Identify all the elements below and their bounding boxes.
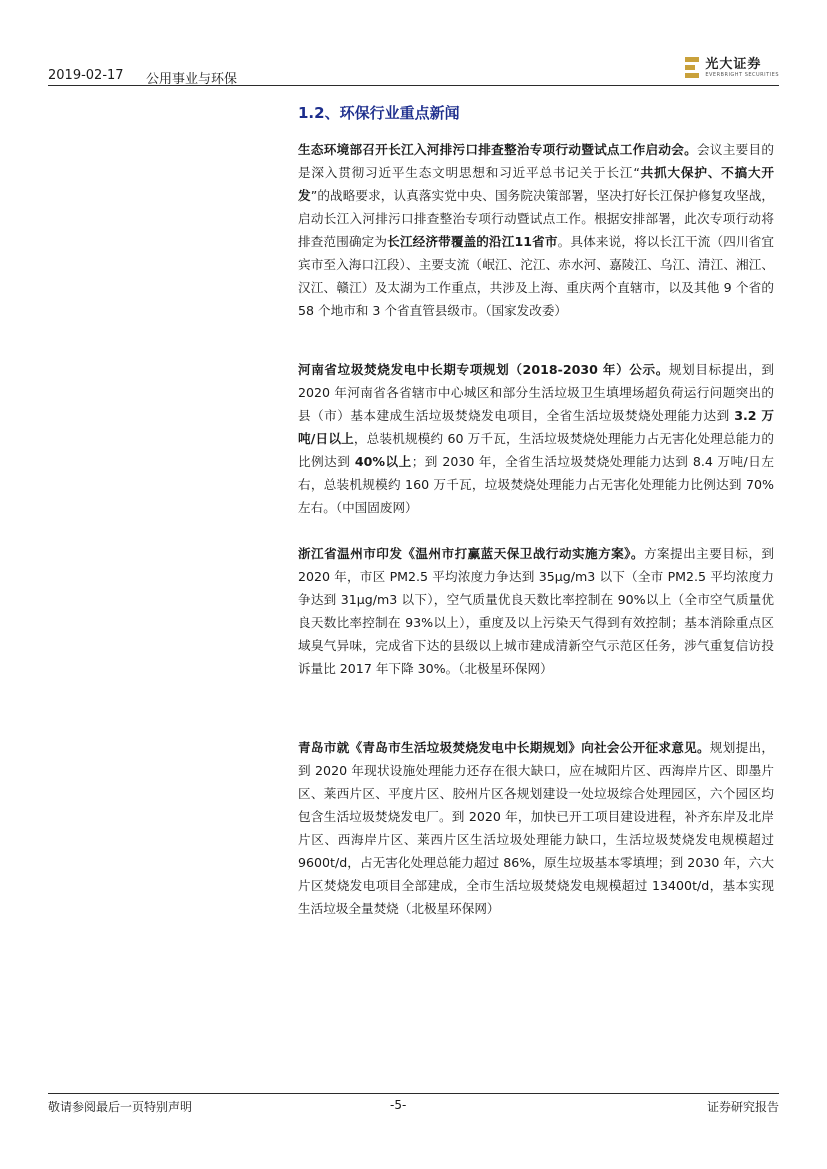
logo-chinese-name: 光大证券 — [705, 57, 762, 72]
news-body-text: ；到 2030 年，全省生活垃圾焚烧处理能力达到 8.4 万吨/日左右，总装机规模约 160 万千瓦，垃圾焚烧处理能力占无害化处理能力比例达到 70%左右。（中国固废网） — [298, 454, 774, 515]
report-date: 2019-02-17 — [48, 68, 124, 83]
news-item — [298, 736, 774, 920]
everbright-logo-icon — [685, 57, 699, 79]
header-divider — [48, 85, 779, 86]
footer-divider — [48, 1093, 779, 1094]
news-highlight: 共抓大保护、不搞大开发 — [298, 165, 774, 203]
news-body-text: ”的战略要求，认真落实党中央、国务院决策部署，坚决打好长江保护修复攻坚战，启动长江入河排污口排查整治专项行动暨试点工作。根据安排部署，此次专项行动将排查范围确定为 — [298, 188, 775, 249]
page-number: -5- — [390, 1098, 407, 1112]
news-body-text: ，总装机规模约 60 万千瓦，生活垃圾焚烧处理能力占无害化处理总能力的比例达到 — [298, 431, 774, 469]
company-logo — [685, 56, 779, 80]
news-body-text: 规划提出，到 2020 年现状设施处理能力还存在很大缺口，应在城阳片区、西海岸片区、即墨片区、莱西片区、平度片区、胶州片区各规划建设一处垃圾综合处理园区，六个园区均包含生活垃圾焚烧发电厂。到 2020 年，加快已开工项目建设进程，补齐东岸及北岸片区、西海岸片区、莱西片区生活垃圾处理能力缺口，生活垃圾焚烧发电规模超过 9600t/d，占无害化处理总能力超过 86%，原生垃圾基本零填埋；到 2030 年，六大片区焚烧发电项目全部建成，全市生活垃圾焚烧发电规模超过 13400t/d，基本实现生活垃圾全量焚烧（北极星环保网） — [298, 740, 775, 916]
news-headline: 河南省垃圾焚烧发电中长期专项规划（2018-2030 年）公示。 — [298, 362, 669, 377]
news-highlight: 3.2 万吨/日以上 — [298, 408, 774, 446]
section-title: 1.2、环保行业重点新闻 — [298, 104, 460, 122]
news-highlight: 40%以上 — [354, 454, 412, 469]
news-body-text: 。具体来说，将以长江干流（四川省宜宾市至入海口江段）、主要支流（岷江、沱江、赤水河、嘉陵江、乌江、清江、湘江、汉江、赣江）及太湖为工作重点，共涉及上海、重庆两个直辖市，以及其他 9 个省的 58 个地市和 3 个省直管县级市。（国家发改委） — [298, 234, 775, 318]
news-item — [298, 542, 774, 680]
page-header — [48, 52, 779, 87]
news-body-text: 规划目标提出，到 2020 年河南省各省辖市中心城区和部分生活垃圾卫生填埋场超负荷运行问题突出的县（市）基本建成生活垃圾焚烧发电项目，全省生活垃圾焚烧处理能力达到 — [298, 362, 774, 423]
news-headline: 青岛市就《青岛市生活垃圾焚烧发电中长期规划》向社会公开征求意见。 — [298, 740, 710, 755]
news-item — [298, 138, 774, 322]
logo-english-name: EVERBRIGHT SECURITIES — [705, 72, 779, 78]
report-type: 证券研究报告 — [706, 1100, 779, 1114]
news-body-text: 会议主要目的是深入贯彻习近平生态文明思想和习近平总书记关于长江“ — [298, 142, 775, 180]
news-body-text: 方案提出主要目标，到 2020 年，市区 PM2.5 平均浓度力争达到 35μg/m3 以下（全市 PM2.5 平均浓度力争达到 31μg/m3 以下），空气质量优良天数比率控制在 90%以上（全市空气质量优良天数比率控制在 93%以上），重度及以上污染天气得到有效控制；基本消除重点区域臭气异味，完成省下达的县级以上城市建成清新空气示范区任务，涉气重复信访投诉量比 2017 年下降 30%。（北极星环保网） — [298, 546, 775, 676]
news-item — [298, 358, 774, 519]
news-headline: 生态环境部召开长江入河排污口排查整治专项行动暨试点工作启动会。 — [298, 142, 698, 157]
disclaimer-note: 敬请参阅最后一页特别声明 — [48, 1100, 193, 1114]
report-sector: 公用事业与环保 — [146, 72, 238, 87]
news-headline: 浙江省温州市印发《温州市打赢蓝天保卫战行动实施方案》。 — [298, 546, 644, 561]
news-highlight: 长江经济带覆盖的沿江11省市 — [387, 234, 558, 249]
